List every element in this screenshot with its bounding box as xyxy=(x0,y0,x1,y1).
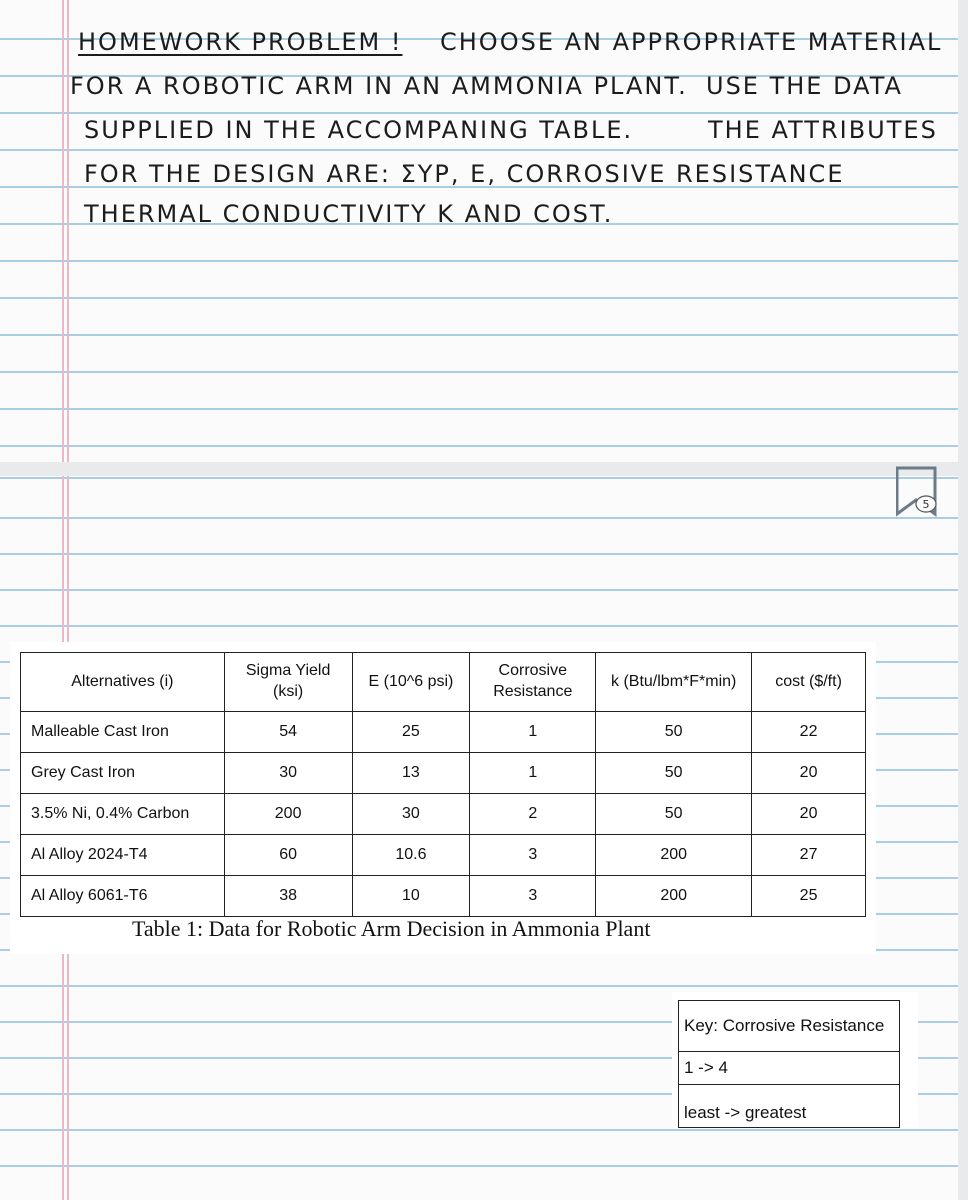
key-row xyxy=(679,1052,900,1085)
cell-modulus: 10 xyxy=(352,876,470,917)
homework-line: SUPPLIED IN THE ACCOMPANING TABLE. xyxy=(84,116,634,144)
cell-modulus: 13 xyxy=(352,753,470,794)
cell-corrosive-resistance: 1 xyxy=(470,753,596,794)
margin-line xyxy=(67,0,69,462)
homework-line: CHOOSE AN APPROPRIATE MATERIAL xyxy=(440,28,943,56)
cell-sigma-yield: 54 xyxy=(224,712,352,753)
cell-thermal-conductivity: 50 xyxy=(596,712,752,753)
key-row xyxy=(679,1001,900,1052)
cell-corrosive-resistance: 1 xyxy=(470,712,596,753)
key-table xyxy=(678,1000,900,1128)
table-header-row xyxy=(21,653,866,712)
table-sheet xyxy=(10,642,876,954)
table-row xyxy=(21,835,866,876)
header-alternatives: Alternatives (i) xyxy=(21,653,225,712)
table-row xyxy=(21,794,866,835)
materials-table xyxy=(20,652,866,917)
cell-corrosive-resistance: 3 xyxy=(470,835,596,876)
cell-material: Al Alloy 6061-T6 xyxy=(21,876,225,917)
homework-line: FOR A ROBOTIC ARM IN AN AMMONIA PLANT. xyxy=(70,72,688,100)
cell-material: Grey Cast Iron xyxy=(21,753,225,794)
bookmark-shape xyxy=(896,466,938,518)
cell-sigma-yield: 60 xyxy=(224,835,352,876)
header-sigma-yield: Sigma Yield (ksi) xyxy=(224,653,352,712)
cell-material: 3.5% Ni, 0.4% Carbon xyxy=(21,794,225,835)
cell-modulus: 30 xyxy=(352,794,470,835)
bookmark-icon[interactable] xyxy=(896,466,938,518)
margin-line xyxy=(62,0,64,462)
cell-modulus: 25 xyxy=(352,712,470,753)
cell-cost: 22 xyxy=(752,712,866,753)
key-title: Key: Corrosive Resistance xyxy=(679,1001,900,1052)
notebook-page-top xyxy=(0,0,958,462)
key-row xyxy=(679,1085,900,1128)
cell-sigma-yield: 200 xyxy=(224,794,352,835)
bookmark-number: 5 xyxy=(922,498,930,511)
cell-corrosive-resistance: 3 xyxy=(470,876,596,917)
key-sheet xyxy=(672,992,918,1128)
cell-cost: 27 xyxy=(752,835,866,876)
header-modulus: E (10^6 psi) xyxy=(352,653,470,712)
key-range: 1 -> 4 xyxy=(679,1052,900,1085)
cell-material: Malleable Cast Iron xyxy=(21,712,225,753)
cell-thermal-conductivity: 50 xyxy=(596,794,752,835)
cell-thermal-conductivity: 200 xyxy=(596,835,752,876)
cell-thermal-conductivity: 50 xyxy=(596,753,752,794)
cell-cost: 20 xyxy=(752,753,866,794)
header-corrosive-resistance: Corrosive Resistance xyxy=(470,653,596,712)
homework-line: USE THE DATA xyxy=(706,72,903,100)
cell-sigma-yield: 38 xyxy=(224,876,352,917)
cell-modulus: 10.6 xyxy=(352,835,470,876)
table-row xyxy=(21,876,866,917)
homework-title: HOMEWORK PROBLEM ! xyxy=(78,28,403,56)
cell-thermal-conductivity: 200 xyxy=(596,876,752,917)
cell-corrosive-resistance: 2 xyxy=(470,794,596,835)
cell-sigma-yield: 30 xyxy=(224,753,352,794)
homework-line: THERMAL CONDUCTIVITY K AND COST. xyxy=(84,200,614,228)
cell-cost: 20 xyxy=(752,794,866,835)
key-meaning: least -> greatest xyxy=(679,1085,900,1128)
homework-line: FOR THE DESIGN ARE: ΣYP, E, CORROSIVE RESISTANCE xyxy=(84,160,845,188)
cell-material: Al Alloy 2024-T4 xyxy=(21,835,225,876)
header-thermal-conductivity: k (Btu/lbm*F*min) xyxy=(596,653,752,712)
table-row xyxy=(21,712,866,753)
table-caption: Table 1: Data for Robotic Arm Decision in Ammonia Plant xyxy=(132,916,651,941)
header-cost: cost ($/ft) xyxy=(752,653,866,712)
homework-line: THE ATTRIBUTES xyxy=(708,116,938,144)
table-row xyxy=(21,753,866,794)
cell-cost: 25 xyxy=(752,876,866,917)
